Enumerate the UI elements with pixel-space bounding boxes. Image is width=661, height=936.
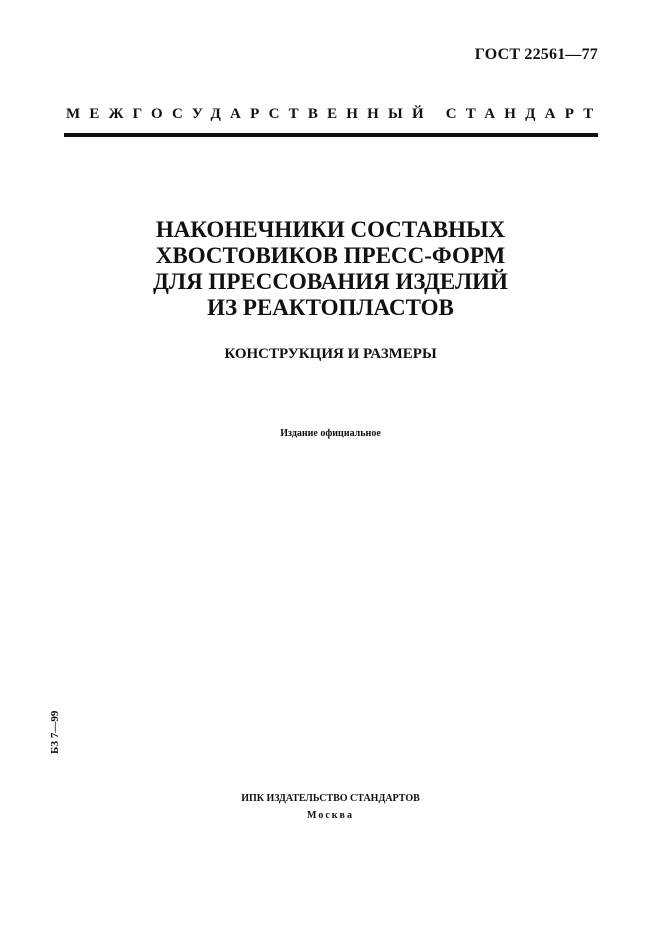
title-line-1: НАКОНЕЧНИКИ СОСТАВНЫХ: [155, 217, 506, 242]
publisher-name: ИПК ИЗДАТЕЛЬСТВО СТАНДАРТОВ: [241, 793, 420, 804]
edition-note: Издание официальное: [280, 428, 381, 439]
header-divider: [64, 133, 598, 137]
document-title: [0, 217, 661, 321]
gost-number: ГОСТ 22561—77: [474, 46, 598, 63]
standard-type-heading: МЕЖГОСУДАРСТВЕННЫЙ СТАНДАРТ: [66, 106, 603, 122]
side-code: БЗ 7—99: [49, 710, 61, 754]
document-subtitle: КОНСТРУКЦИЯ И РАЗМЕРЫ: [224, 346, 437, 362]
title-line-3: ДЛЯ ПРЕССОВАНИЯ ИЗДЕЛИЙ: [153, 269, 508, 294]
title-line-4: ИЗ РЕАКТОПЛАСТОВ: [207, 295, 454, 320]
title-line-2: ХВОСТОВИКОВ ПРЕСС-ФОРМ: [155, 243, 506, 268]
publisher-city: Москва: [307, 810, 354, 821]
